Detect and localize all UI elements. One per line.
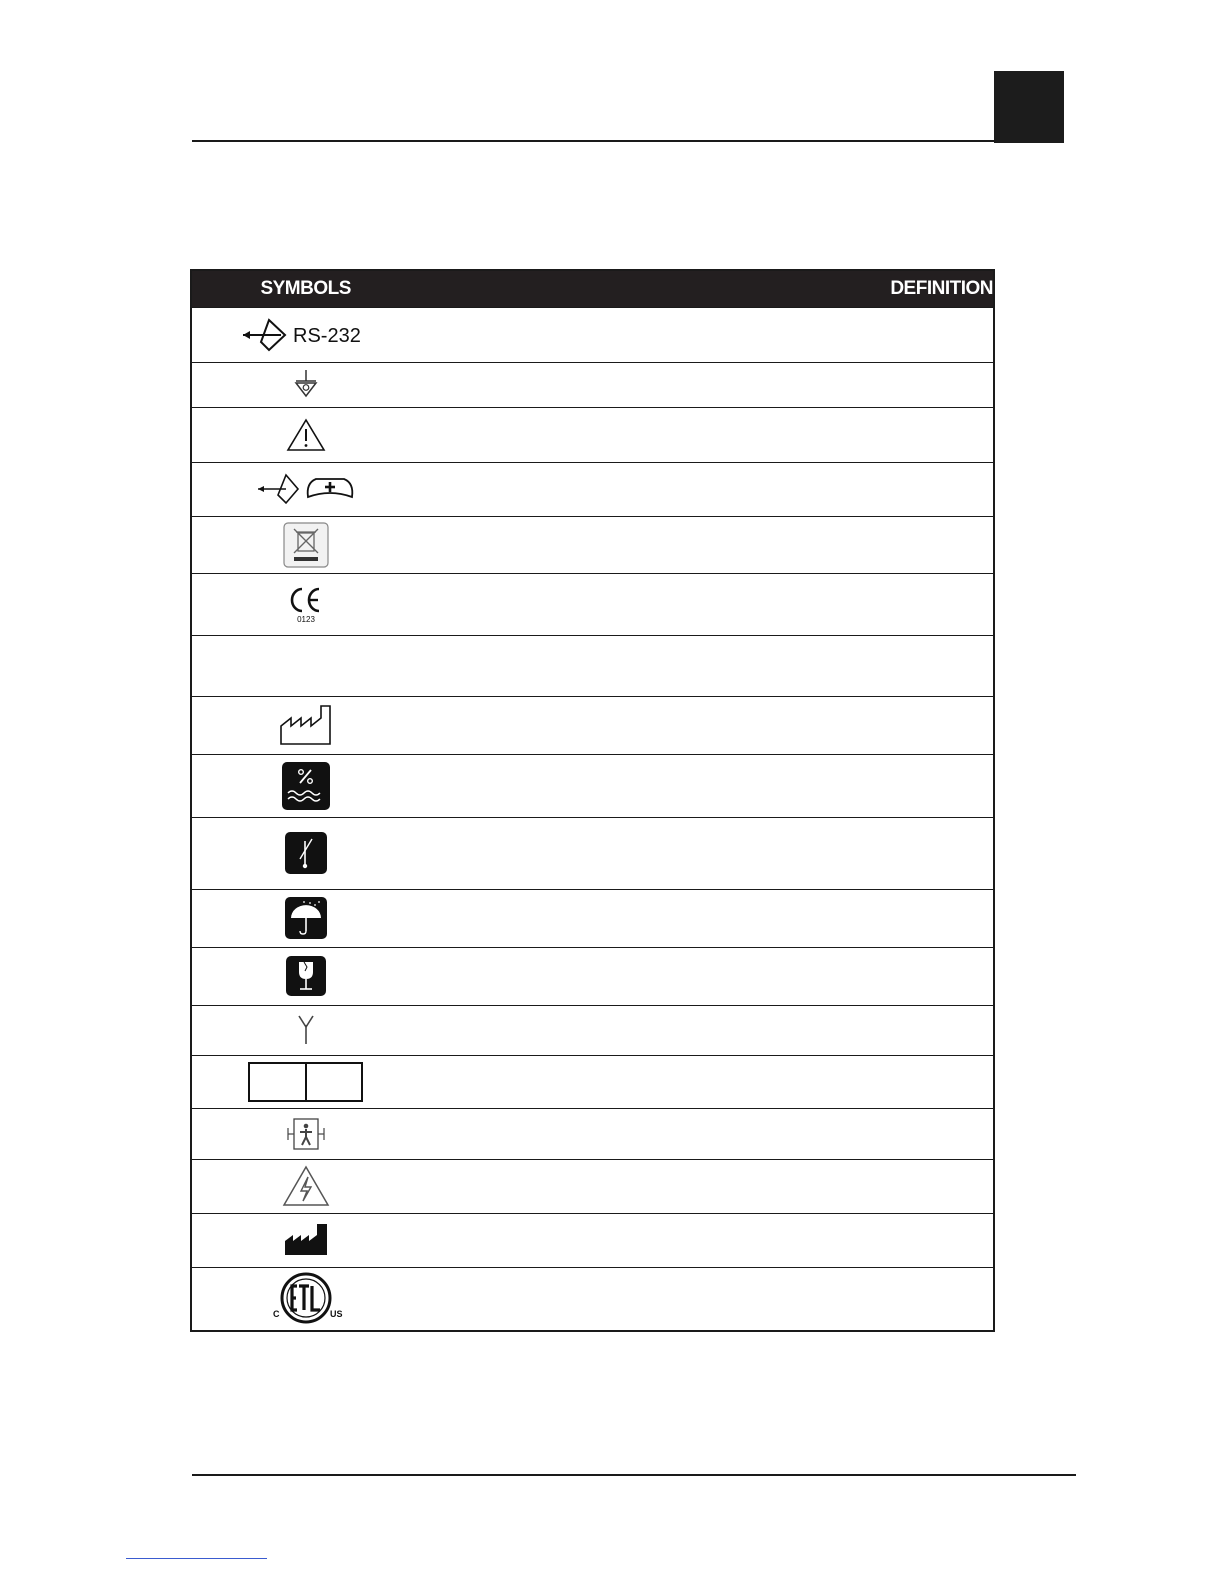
type-bf-defib-proof-icon — [285, 1117, 327, 1151]
symbol-cell — [191, 947, 419, 1005]
definition-cell — [419, 1159, 994, 1213]
etl-us-label: US — [329, 1308, 343, 1319]
chapter-tab — [994, 71, 1064, 143]
symbol-cell — [191, 1055, 419, 1108]
table-row — [191, 1213, 994, 1267]
reference-box-icon — [248, 1062, 364, 1102]
nurse-call-output-icon — [256, 471, 356, 507]
equipotential-ground-icon — [291, 369, 321, 401]
definition-cell — [419, 1005, 994, 1055]
ce-notified-body-number: 0123 — [296, 615, 315, 624]
table-row — [191, 573, 994, 635]
definition-cell — [419, 462, 994, 516]
table-row — [191, 1005, 994, 1055]
symbol-cell — [191, 1005, 419, 1055]
definition-cell — [419, 362, 994, 407]
antenna-icon — [296, 1015, 316, 1045]
table-header-row — [191, 270, 994, 307]
table-row — [191, 362, 994, 407]
definition-cell — [419, 307, 994, 362]
table-row — [191, 817, 994, 889]
definition-cell — [419, 1213, 994, 1267]
table-row — [191, 754, 994, 817]
rs232-label: RS-232 — [292, 324, 361, 347]
definition-cell — [419, 1267, 994, 1331]
definition-cell — [419, 754, 994, 817]
footer-link-underline[interactable] — [126, 1558, 267, 1559]
definition-cell — [419, 407, 994, 462]
table-row — [191, 947, 994, 1005]
symbol-cell — [191, 635, 419, 696]
temperature-limit-icon — [284, 831, 328, 875]
table-row — [191, 696, 994, 754]
etl-listed-mark-icon — [268, 1270, 344, 1328]
etl-c-label: C — [272, 1308, 280, 1319]
definition-column-header: DEFINITION — [890, 277, 993, 299]
definition-cell — [419, 1055, 994, 1108]
symbol-cell — [191, 407, 419, 462]
symbols-table — [190, 269, 995, 1332]
symbol-cell — [191, 1213, 419, 1267]
symbol-cell — [191, 573, 419, 635]
footer-rule — [192, 1474, 1076, 1476]
caution-triangle-icon — [286, 418, 326, 452]
symbol-cell — [191, 1108, 419, 1159]
symbol-cell — [191, 889, 419, 947]
keep-dry-icon — [284, 896, 328, 940]
definition-cell — [419, 696, 994, 754]
symbol-cell — [191, 817, 419, 889]
table-row — [191, 516, 994, 573]
humidity-limit-icon — [281, 761, 331, 811]
definition-cell — [419, 1108, 994, 1159]
manufacturer-icon — [283, 1223, 329, 1257]
dangerous-voltage-icon — [282, 1165, 330, 1207]
weee-crossed-bin-icon — [283, 522, 329, 568]
definition-cell — [419, 573, 994, 635]
table-row — [191, 889, 994, 947]
table-row — [191, 407, 994, 462]
symbol-cell — [191, 1159, 419, 1213]
symbol-cell — [191, 462, 419, 516]
rs232-connector-icon — [241, 315, 371, 355]
symbol-cell — [191, 516, 419, 573]
definition-cell — [419, 817, 994, 889]
table-row — [191, 1267, 994, 1331]
date-of-manufacture-icon — [279, 704, 333, 746]
definition-cell — [419, 635, 994, 696]
symbol-cell — [191, 362, 419, 407]
table-row — [191, 635, 994, 696]
definition-cell — [419, 889, 994, 947]
symbol-cell — [191, 1267, 419, 1331]
fragile-icon — [285, 955, 327, 997]
symbol-cell — [191, 307, 419, 362]
symbol-cell — [191, 754, 419, 817]
definition-cell — [419, 947, 994, 1005]
symbol-cell — [191, 696, 419, 754]
table-row — [191, 307, 994, 362]
header-rule — [192, 140, 996, 142]
definition-cell — [419, 516, 994, 573]
table-row — [191, 462, 994, 516]
table-row — [191, 1108, 994, 1159]
table-row — [191, 1159, 994, 1213]
symbols-column-header: SYMBOLS — [260, 277, 351, 299]
table-row — [191, 1055, 994, 1108]
ce-mark-icon — [286, 584, 326, 624]
